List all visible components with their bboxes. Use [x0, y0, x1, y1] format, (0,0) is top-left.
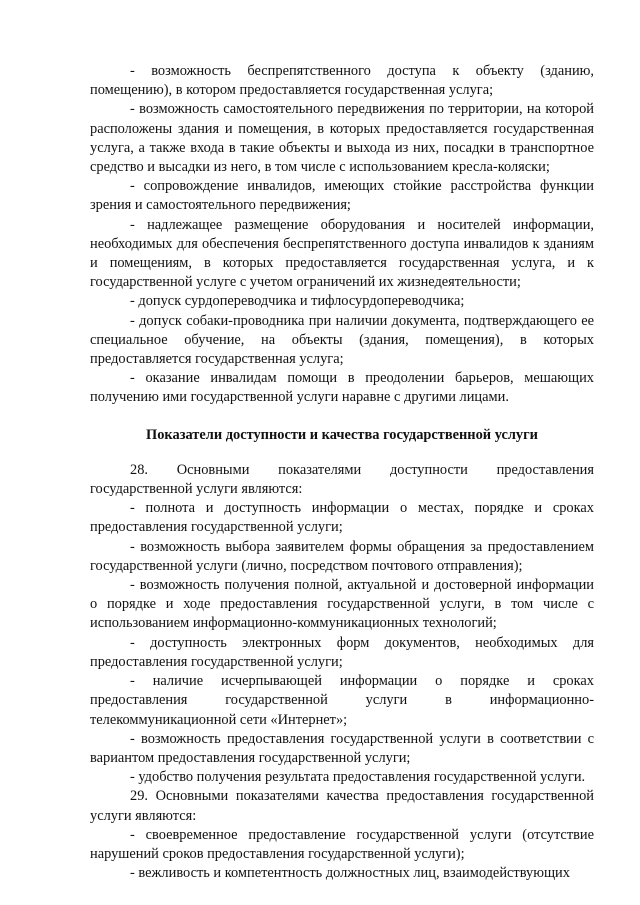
- list-item: - возможность беспрепятственного доступа к объекту (зданию, помещению), в котором предоставляется государственная услуга;: [90, 63, 594, 99]
- list-item: - полнота и доступность информации о местах, порядке и сроках предоставления государственной услуги;: [90, 500, 594, 536]
- list-item: - допуск сурдопереводчика и тифлосурдопереводчика;: [130, 293, 465, 310]
- paragraph-29: [90, 787, 594, 883]
- list-item: - оказание инвалидам помощи в преодолении барьеров, мешающих получению ими государственной услуги наравне с другими лицами.: [90, 370, 594, 406]
- list-item: - надлежащее размещение оборудования и носителей информации, необходимых для обеспечения беспрепятственного доступа инвалидов к зданиям и помещениям, в которых предоставляется государственная услуга, и к государственной услуге с учетом ограничений их жизнедеятельности;: [90, 216, 594, 291]
- list-item: - возможность получения полной, актуальной и достоверной информации о порядке и ходе предоставления государственной услуги, в том числе с использованием информационно-коммуникационных технологий;: [90, 577, 594, 632]
- list-item: - наличие исчерпывающей информации о порядке и сроках предоставления государственной услуги в информационно-телекоммуникационной сети «Интернет»;: [90, 673, 594, 728]
- list-item: - доступность электронных форм документов, необходимых для предоставления государственной услуги;: [90, 634, 594, 670]
- section-heading: Показатели доступности и качества государственной услуги: [146, 426, 538, 443]
- paragraph-intro: 29. Основными показателями качества предоставления государственной услуги являются:: [90, 788, 594, 824]
- list-item: - возможность предоставления государственной услуги в соответствии с вариантом предоставления государственной услуги;: [90, 730, 594, 766]
- list-item: - возможность самостоятельного передвижения по территории, на которой расположены здания и помещения, в которых предоставляется государственная услуга, а также входа в такие объекты и выхода из них, посадки в транспортное средство и высадки из него, в том числе с использованием кресла-коляски;: [90, 101, 594, 176]
- list-item: - удобство получения результата предоставления государственной услуги.: [130, 769, 586, 786]
- list-item: - возможность выбора заявителем формы обращения за предоставлением государственной услуги (лично, посредством почтового отправления);: [90, 538, 594, 574]
- paragraph-28: [90, 461, 594, 787]
- accessibility-list: [90, 62, 594, 408]
- list-item: - допуск собаки-проводника при наличии документа, подтверждающего ее специальное обучение, на объекты (здания, помещения), в которых предоставляется государственная услуга;: [90, 312, 594, 368]
- list-item: - сопровождение инвалидов, имеющих стойкие расстройства функции зрения и самостоятельного передвижения;: [90, 178, 594, 214]
- paragraph-intro: 28. Основными показателями доступности предоставления государственной услуги являются:: [90, 461, 594, 498]
- list-item: - вежливость и компетентность должностных лиц, взаимодействующих: [130, 865, 570, 882]
- list-item: - своевременное предоставление государственной услуги (отсутствие нарушений сроков предоставления государственной услуги);: [90, 826, 594, 862]
